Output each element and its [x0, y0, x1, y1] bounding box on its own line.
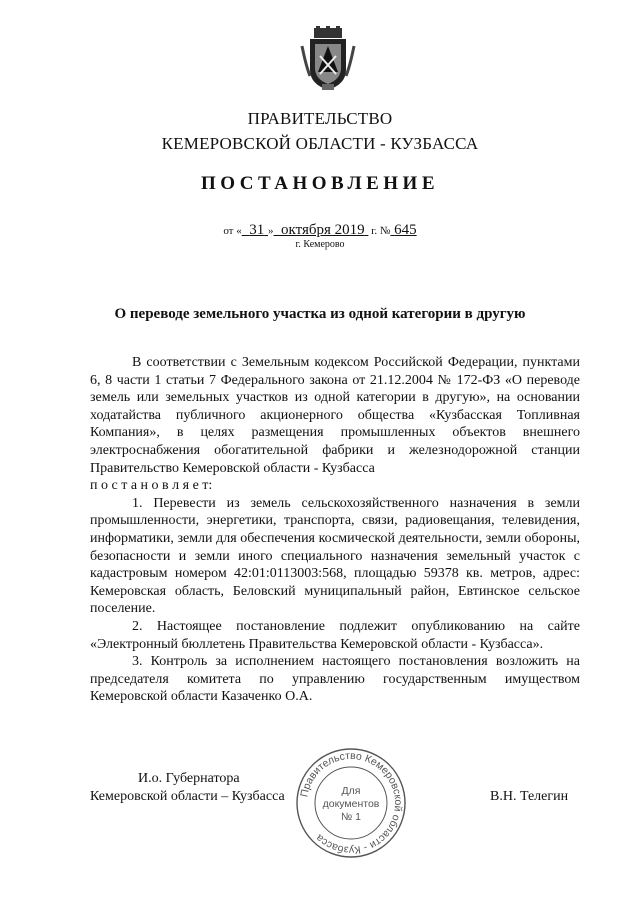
body-item-3: 3. Контроль за исполнением настоящего постановления возложить на председателя комитета по управлению государственным имуществом Кемеровской области Казаченко О.А.	[90, 654, 580, 705]
body-item-2: 2. Настоящее постановление подлежит опубликованию на сайте «Электронный бюллетень Правительства Кемеровской области - Кузбасса».	[90, 618, 580, 652]
document-type-title: ПОСТАНОВЛЕНИЕ	[200, 173, 440, 194]
date-sep: »	[268, 225, 274, 237]
date-day: 31	[249, 222, 265, 238]
document-city: г. Кемерово	[295, 239, 345, 250]
government-name-line1: ПРАВИТЕЛЬСТВО	[247, 109, 393, 128]
stamp-line-1: Для	[341, 785, 361, 797]
signatory-title: И.о. Губернатора	[138, 771, 240, 786]
date-prefix: от «	[223, 225, 242, 237]
stamp-line-3: № 1	[340, 811, 362, 823]
coat-of-arms-emblem	[300, 26, 356, 92]
signatory-name: В.Н. Телегин	[490, 789, 569, 804]
round-stamp-seal	[294, 746, 408, 860]
signatory-organization: Кемеровской области – Кузбасса	[90, 789, 285, 804]
government-name-line2: КЕМЕРОВСКОЙ ОБЛАСТИ - КУЗБАССА	[161, 134, 479, 153]
body-item-1: 1. Перевести из земель сельскохозяйственного назначения в земли промышленности, энергетики, транспорта, связи, радиовещания, телевидения, информатики, земли для обеспечения космической деятельности, земли обороны, безопасности и земли иного специального назначения земельный участок с кадастровым номером 42:01:0113003:568, площадью 59378 кв. метров, адрес: Кемеровская область, Беловский муниципальный район, Евтинское сельское поселение.	[90, 495, 580, 617]
stamp-line-2: документов	[322, 798, 380, 810]
date-month-year: октября 2019	[281, 222, 365, 238]
document-number: 645	[394, 222, 417, 238]
body-preamble: В соответствии с Земельным кодексом Российской Федерации, пунктами 6, 8 части 1 статьи 7 Федерального закона от 21.12.2004 № 172-ФЗ «О переводе земель или земельных участков из одной категории в другую», на основании ходатайства публичного акционерного общества «Кузбасская Топливная Компания», в целях размещения промышленных объектов внешнего электроснабжения обогатительной фабрики и железнодорожной станции Правительство Кемеровской области - Кузбасса	[90, 355, 580, 476]
date-year-suffix: г.	[371, 225, 378, 237]
document-subject: О переводе земельного участка из одной категории в другую	[114, 306, 526, 322]
document-date-line	[0, 222, 640, 239]
document-body	[90, 354, 580, 706]
decree-word: п о с т а н о в л я е т:	[90, 478, 213, 494]
number-label: №	[379, 225, 391, 237]
stamp-ring-text: Правительство Кемеровской области - Кузбасса	[298, 749, 405, 857]
